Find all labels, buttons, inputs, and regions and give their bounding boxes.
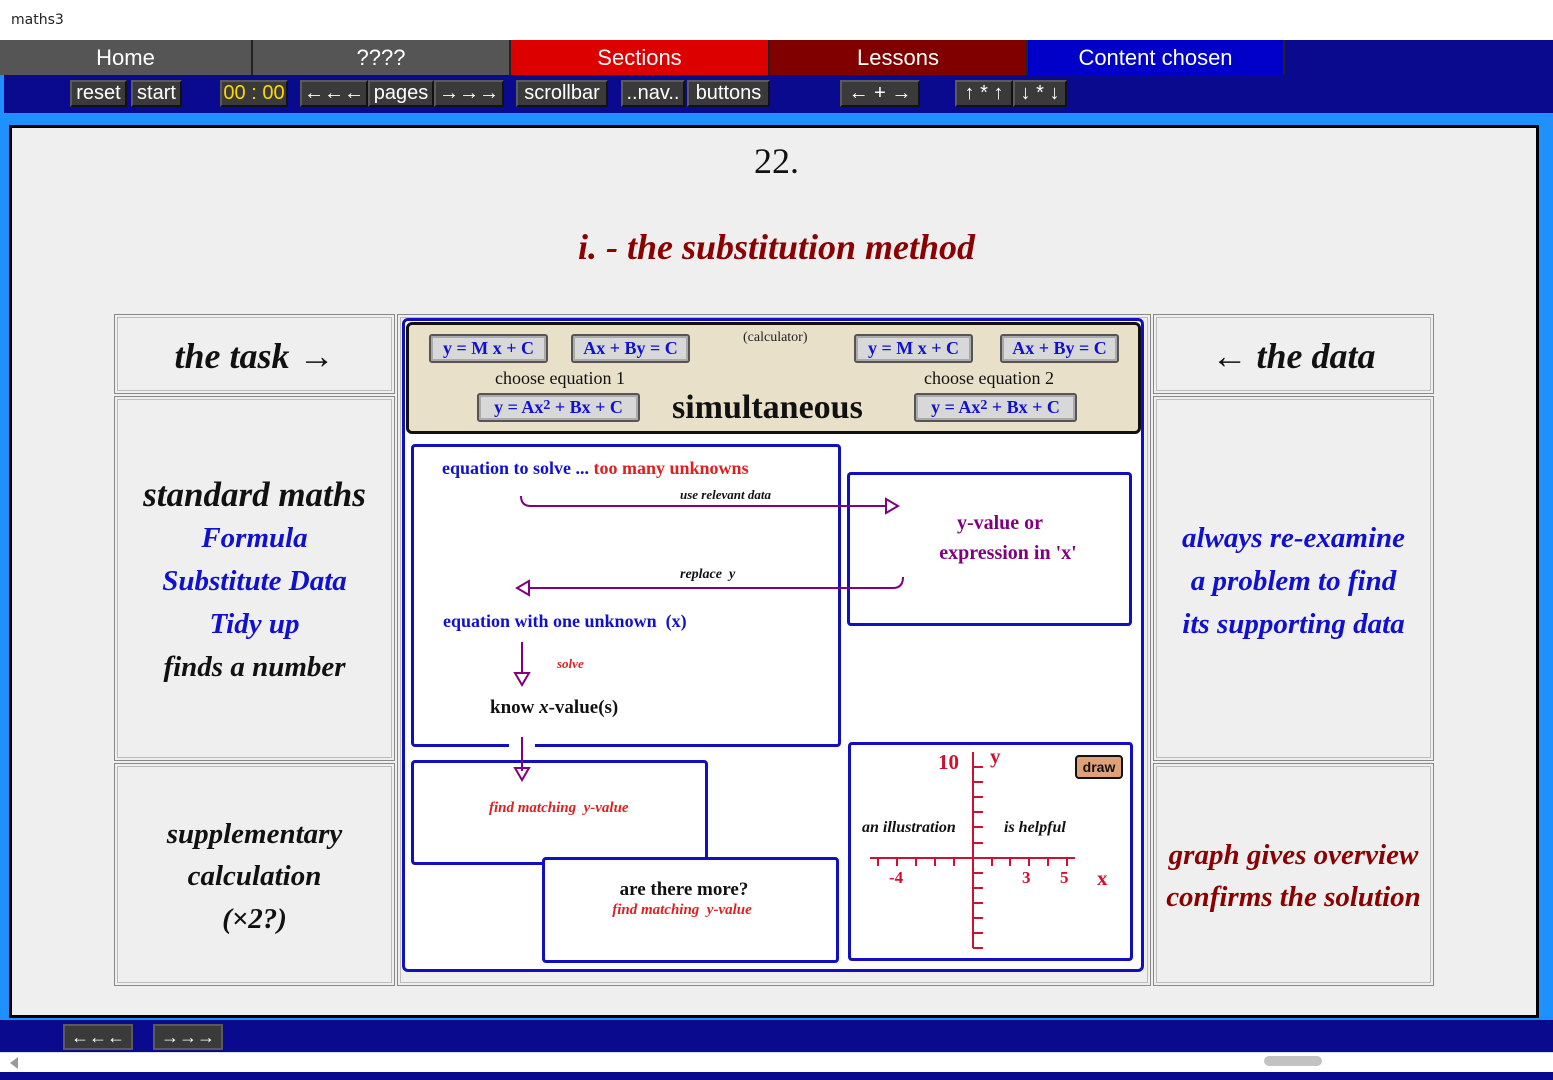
- re-examine-line2: a problem to find: [1190, 565, 1397, 597]
- too-many-unknowns-text: too many unknowns: [593, 458, 749, 478]
- know-prefix: know: [490, 697, 540, 718]
- prev-page-button[interactable]: ←←←: [300, 80, 368, 107]
- next-page-button[interactable]: →→→: [434, 80, 504, 107]
- scroll-up-button[interactable]: ↑ * ↑: [955, 80, 1013, 107]
- calculator-label: (calculator): [743, 330, 808, 345]
- y-axis-10-label: 10: [938, 750, 959, 774]
- yvalue-line2: expression in 'x': [939, 542, 1077, 564]
- eq2-quadratic-sup: 2: [980, 397, 988, 413]
- eq1-quadratic-post: + Bx + C: [550, 397, 623, 417]
- bottom-next-button[interactable]: →→→: [153, 1024, 223, 1050]
- eq2-quadratic-pre: y = Ax: [931, 397, 981, 417]
- nav-button[interactable]: ..nav..: [621, 80, 685, 107]
- eq1-linear-button[interactable]: y = M x + C: [429, 334, 548, 363]
- find-matching-label: find matching y-value: [489, 800, 629, 816]
- helpful-label: is helpful: [1004, 819, 1066, 836]
- nav-content-chosen[interactable]: Content chosen: [1028, 40, 1285, 75]
- y-axis-label: y: [990, 744, 1001, 768]
- data-label: ← the data: [1211, 336, 1376, 376]
- illustration-label: an illustration: [862, 819, 956, 836]
- know-x-var: x: [539, 697, 549, 718]
- choose-equation-2-label: choose equation 2: [924, 368, 1054, 388]
- tidy-up-label: Tidy up: [209, 608, 300, 640]
- pages-button[interactable]: pages: [368, 80, 434, 107]
- scrollbar-thumb[interactable]: [1264, 1056, 1322, 1066]
- start-button[interactable]: start: [131, 80, 182, 107]
- task-label: the task →: [174, 336, 335, 376]
- scroll-down-button[interactable]: ↓ * ↓: [1013, 80, 1067, 107]
- equation-to-solve-text: equation to solve ...: [442, 458, 590, 478]
- reset-button[interactable]: reset: [70, 80, 127, 107]
- yvalue-line1: y-value or: [956, 512, 1044, 534]
- one-unknown-label: equation with one unknown (x): [443, 611, 687, 631]
- eq1-standard-button[interactable]: Ax + By = C: [571, 334, 690, 363]
- choose-equation-1-label: choose equation 1: [495, 368, 625, 388]
- window-title: maths3: [11, 12, 64, 28]
- graph-overview-line2: confirms the solution: [1166, 881, 1421, 913]
- draw-button[interactable]: draw: [1075, 755, 1123, 779]
- know-suffix: -value(s): [548, 697, 619, 718]
- eq2-standard-button[interactable]: Ax + By = C: [1000, 334, 1119, 363]
- eq1-quadratic-pre: y = Ax: [494, 397, 544, 417]
- replace-y-label: replace y: [680, 567, 736, 582]
- x-tick-label-3: 3: [1022, 868, 1031, 887]
- nav-lessons[interactable]: Lessons: [770, 40, 1028, 75]
- times-two-label: (×2?): [222, 903, 287, 935]
- eq2-quadratic-post: + Bx + C: [987, 397, 1060, 417]
- zoom-button[interactable]: ← + →: [840, 80, 920, 107]
- nav-home[interactable]: Home: [0, 40, 253, 75]
- scroll-left-icon[interactable]: [10, 1057, 20, 1069]
- supplementary-label: supplementary: [166, 818, 343, 850]
- nav-sections[interactable]: Sections: [511, 40, 770, 75]
- find-matching-label-2: find matching y-value: [612, 902, 752, 918]
- timer-display: 00 : 00: [220, 80, 288, 107]
- page-number: 22.: [754, 141, 799, 181]
- page-heading: i. - the substitution method: [577, 227, 976, 267]
- nav-unknown[interactable]: ????: [253, 40, 511, 75]
- x-tick-label-neg4: -4: [889, 868, 904, 887]
- buttons-button[interactable]: buttons: [687, 80, 770, 107]
- re-examine-line3: its supporting data: [1182, 608, 1405, 640]
- eq1-quadratic-sup: 2: [543, 397, 551, 413]
- bottom-bar: [0, 1020, 1553, 1052]
- substitute-data-label: Substitute Data: [162, 565, 347, 597]
- bottom-edge: [0, 1072, 1553, 1080]
- finds-number-label: finds a number: [163, 651, 346, 683]
- x-axis-label: x: [1097, 866, 1108, 890]
- graph-overview-line1: graph gives overview: [1168, 839, 1419, 871]
- simultaneous-title: simultaneous: [672, 389, 863, 426]
- calculation-label: calculation: [187, 860, 322, 892]
- solve-label: solve: [557, 656, 584, 671]
- eq2-linear-button[interactable]: y = M x + C: [854, 334, 973, 363]
- formula-label: Formula: [201, 522, 308, 554]
- bottom-prev-button[interactable]: ←←←: [63, 1024, 133, 1050]
- scrollbar-button[interactable]: scrollbar: [516, 80, 608, 107]
- re-examine-line1: always re-examine: [1181, 522, 1406, 554]
- standard-maths-label: standard maths: [143, 475, 366, 514]
- use-relevant-data-label: use relevant data: [680, 487, 771, 502]
- are-there-more-label: are there more?: [619, 879, 749, 900]
- x-tick-label-5: 5: [1060, 868, 1069, 887]
